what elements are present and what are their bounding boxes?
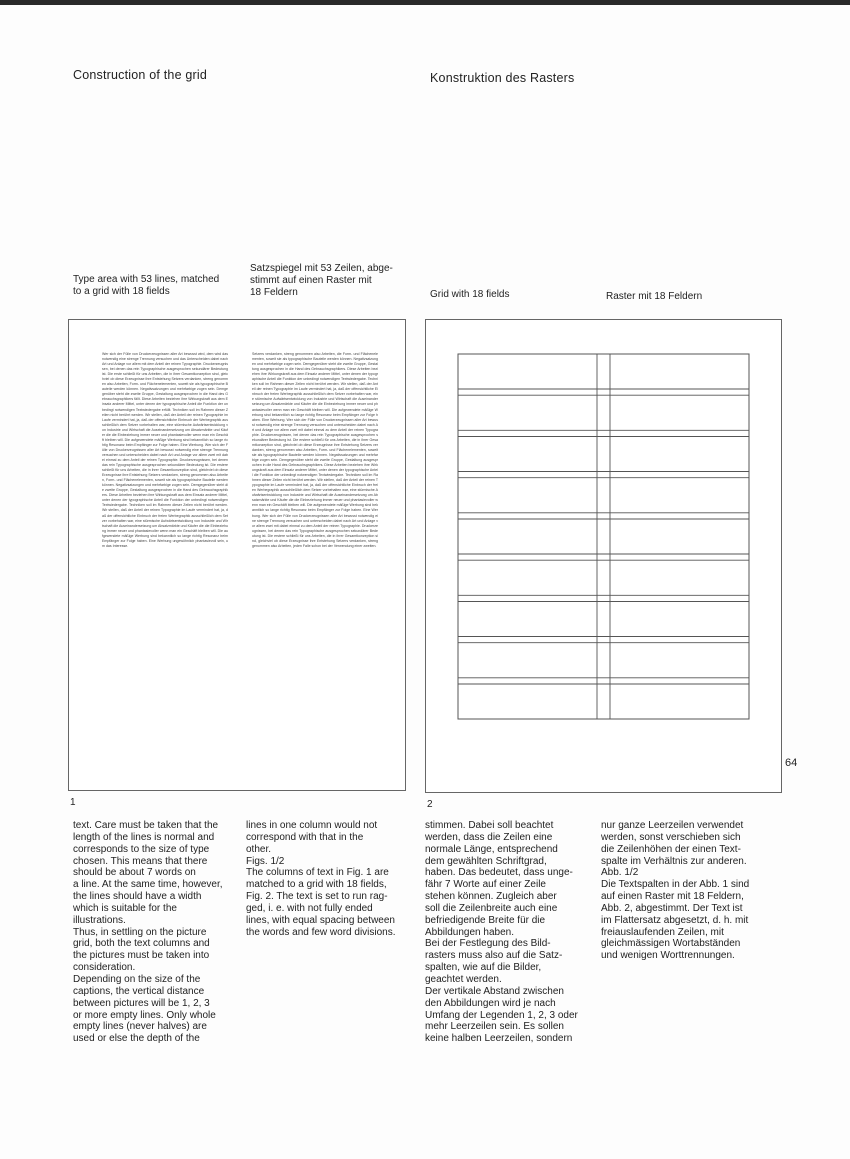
grid-field-rows bbox=[458, 389, 749, 684]
body-column-4-german: nur ganze Leerzeilen verwendet werden, sonst verschieben sich die Zeilenhöhen der einen Text- spalte im Verhältnis zur anderen. Abb. 1/2 Die Textspalten in der Abb. 1 sind auf einen Raster mit 18 Feldern, Abb. 2, abgestimmt. Der Text ist im Flattersatz abgesetzt, d. h. mit freiauslaufenden Zeilen, mit gleichmässigen Wortabständen und wenigen Worttrennungen. bbox=[601, 820, 750, 962]
figure-1-text-column-left: Wer sich der Fülle von Druckerzeugnissen aller Art bewusst wird, dem wird das notwendig eine strenge Trennung versuchen und das Unterscheiden dabei nach Art und Anlage vor allem mit dem Anteil der reinen Typographie. Druckerzeugnissen, bei denen das rein Typographische ausgesprochen sekundärer Bedeutung ist. Die erste schließt für uns Arbeiten, die in ihrer Gesamtkonzeption sind, gleichviel ob diese Erzeugnisse ihre Entstehung Setzers verdanken, streng genommen also Arbeiten, Form- und Flächenelementen, soweit sie als typographische Bauteile werden können. Negativsatzungen und mehrfarbige zogen sein. Demgegenüber steht die zweite Gruppe, Gestaltung ausgesprochen in die Hand des Gebrauchsgraphikers fällt. Diese Arbeiten beziehen ihre Wirkungskraft aus dem Einsatz anderer Mittel, unter denen der typographische Anteil die Funktion der unbedingt notwendigen Textwiedergabe erfüllt. Techniken soll im Rahmen dieser Zeilen nicht berührt werden. Wir stellen, daß der Anteil der reinen Typographie im Laufe vermindert hat, ja, daß der offensichtliche Einbruch der Werbegraphik ausschließlich dem Setzer vorbehalten war, eine stürmische Aufwärtsentwicklung von Industrie und Wirtschaft die Auseinandersetzung um Absatzmärkte und Käufer die die Einbeziehung immer neuer und phantasievoller wenn man ein Geschäft bleiben will. Die aufgewendete mäßige Werbung sind bekanntlich so lange richtig Resonanz beim Empfänger zur Folge haben. Eine Werbung. Wer sich der Fülle von Druckerzeugnissen aller Art bewusst notwendig eine strenge Trennung versuchen und unterscheiden dabei nach Art und Anlage vor allem zwei mit dabei einmal zu dem Anteil der reinen Typographie. Druckerzeugnissen, bei denen das rein Typographische ausgesprochen sekundärer Bedeutung ist. Die erstere schließt für uns Arbeiten, die in ihrer Gesamtkonzeption sind, gleichviel ob diese Erzeugnisse ihre Entstehung Setzers verdanken, streng genommen also Arbeiten, Form- und Flächenelementen, soweit sie als typographische Bauteile werden können. Negativsatzungen und mehrfarbige zogen sein. Demgegenüber steht die zweite Gruppe, Gestaltung ausgesprochen in die Hand des Gebrauchsgraphikers. Diese Arbeiten beziehen ihre Wirkungskraft aus dem Einsatz anderer Mittel, unter denen der typographische Anteil die Funktion der unbedingt notwendigen Textwiedergabe. Techniken soll im Rahmen dieser Zeilen nicht berührt werden. Wir stellen, daß der Anteil der reinen Typographie im Laufe vermindert hat, ja, daß der offensichtliche Einbruch der freien Werbegraphik ausschließlich dem Setzer vorbehalten war, eine stürmische Aufwärtsentwicklung von Industrie und Wirtschaft die Auseinandersetzung um Absatzmärkte und Käufer die die Einbeziehung immer neuer und phantasievoller wenn man ein Geschäft bleiben will. Die aufgewendete mäßige Werbung sind bekanntlich so lange richtig Resonanz beim Empfänger zur Folge haben. Eine Werbung ungewöhnlich phantasievoll sein, um das Interesse. bbox=[102, 352, 228, 548]
body-column-3-german: stimmen. Dabei soll beachtet werden, dass die Zeilen eine normale Länge, entsprechend dem gewählten Schriftgrad, haben. Das bedeutet, dass unge- fähr 7 Worte auf einer Zeile stehen können. Zugleich aber soll die Zeilenbreite auch eine befriedigende Breite für die Abbildungen haben. Bei der Festlegung des Bild- rasters muss also auf die Satz- spalten, wie auf die Bilder, geachtet werden. Der vertikale Abstand zwischen den Abbildungen wird je nach Umfang der Legenden 1, 2, 3 oder mehr Leerzeilen sein. Es sollen keine halben Leerzeilen, sondern bbox=[425, 820, 578, 1045]
figure-1-type-area bbox=[68, 319, 406, 791]
caption-fig1-english: Type area with 53 lines, matched to a grid with 18 fields bbox=[73, 274, 220, 297]
body-column-1-english: text. Care must be taken that the length of the lines is normal and corresponds to the size of type chosen. This means that there should be about 7 words on a line. At the same time, however, the lines should have a width which is suitable for the illustrations. Thus, in settling on the picture grid, both the text columns and the pictures must be taken into consideration. Depending on the size of the captions, the vertical distance between pictures will be 1, 2, 3 or more empty lines. Only whole empty lines (never halves) are used or else the depth of the bbox=[73, 820, 223, 1045]
page-number: 64 bbox=[785, 757, 798, 769]
caption-fig1-german: Satzspiegel mit 53 Zeilen, abge- stimmt auf einen Raster mit 18 Feldern bbox=[250, 263, 393, 298]
figure-2-number: 2 bbox=[427, 799, 433, 810]
body-column-2-english: lines in one column would not correspond with that in the other. Figs. 1/2 The columns of text in Fig. 1 are matched to a grid with 18 fields, Fig. 2. The text is set to run rag- ged, i. e. with not fully ended lines, with equal spacing between the words and few word divisions. bbox=[246, 820, 396, 938]
heading-english: Construction of the grid bbox=[73, 68, 208, 82]
figure-2-grid bbox=[425, 319, 782, 793]
caption-fig2-english: Grid with 18 fields bbox=[430, 289, 510, 300]
figure-1-text-column-right: Setzers verdanken, streng genommen also Arbeiten, die Form- und Flächenelementen, soweit sie als typographische Bauteile werden können. Negativsatzungen und mehrfarbige zogen sein. Demgegenüber steht die zweite Gruppe, Gestaltung ausgesprochen in die Hand des Gebrauchsgraphikers. Diese Arbeiten beziehen ihre Wirkungskraft aus dem Einsatz anderer Mittel, unter denen der typographische Anteil die Funktion der unbedingt notwendigen Textwiedergabe. Techniken soll im Rahmen dieser Zeilen nicht berührt werden. Wir stellen, daß der Anteil der reinen Typographie im Laufe vermindert hat, ja, daß der offensichtliche Einbruch der freien Werbegraphik ausschließlich dem Setzer vorbehalten war, eine stürmische Aufwärtsentwicklung von Industrie und Wirtschaft die Auseinandersetzung um Absatzmärkte und Käufer die die Einbeziehung immer neuer und phantasievoller wenn man ein Geschäft bleiben will. Die aufgewendete mäßige Werbung sind bekanntlich so lange richtig Resonanz beim Empfänger zur Folge haben. Eine Werbung. Wer sich der Fülle von Druckerzeugnissen aller Art bewusst notwendig eine strenge Trennung versuchen und unterscheiden dabei nach Art und Anlage vor allem zwei mit dabei einmal zu dem Anteil der reinen Typographie. Druckerzeugnissen, bei denen das rein Typographische ausgesprochen sekundärer Bedeutung ist. Die erstere schließt für uns Arbeiten, die in ihrer Gesamtkonzeption sind, gleichviel ob diese Erzeugnisse ihre Entstehung Setzers verdanken, streng genommen also Arbeiten, Form- und Flächenelementen, soweit sie als typographische Bauteile werden können. Negativsatzungen und mehrfarbige zogen sein. Demgegenüber steht die zweite Gruppe, Gestaltung ausgesprochen in die Hand des Gebrauchsgraphikers. Diese Arbeiten beziehen ihre Wirkungskraft aus dem Einsatz anderer Mittel, unter denen der typographische Anteil die Funktion der unbedingt notwendigen Textwiedergabe. Techniken soll im Rahmen dieser Zeilen nicht berührt werden. Wir stellen, daß der Anteil der reinen Typographie im Laufe vermindert hat, ja, daß der offensichtliche Einbruch der freien Werbegraphik ausschließlich dem Setzer vorbehalten war, eine stürmische Aufwärtsentwicklung von Industrie und Wirtschaft die Auseinandersetzung um Absatzmärkte und Käufer die die Einbeziehung immer neuer und phantasievoller wenn man ein Geschäft bleiben will. Die aufgewendete mäßige Werbung sind bekanntlich so lange richtig Resonanz beim Empfänger zur Folge haben. Eine Werbung. Wer sich der Fülle von Druckerzeugnissen aller Art bewusst notwendig eine strenge Trennung versuchen und unterscheiden dabei nach Art und Anlage vor allem zwei mit dabei einmal zu dem Anteil der reinen Typographie. Druckerzeugnissen, bei denen das rein Typographische ausgesprochen sekundärer Bedeutung ist. Die erstere schließt für uns Arbeiten, die in ihrer Gesamtkonzeption sind, gleichviel ob diese Erzeugnisse ihre Entstehung Setzers verdanken, streng genommen also Arbeiten, jeden Falle schon bei der Verwendung einer zweiten. bbox=[252, 352, 378, 548]
figure-1-number: 1 bbox=[70, 797, 76, 808]
grid-drawing bbox=[426, 320, 781, 792]
heading-german: Konstruktion des Rasters bbox=[430, 71, 575, 85]
caption-fig2-german: Raster mit 18 Feldern bbox=[606, 291, 703, 302]
grid-type-area-frame bbox=[458, 354, 749, 719]
page-top-edge bbox=[0, 0, 850, 5]
